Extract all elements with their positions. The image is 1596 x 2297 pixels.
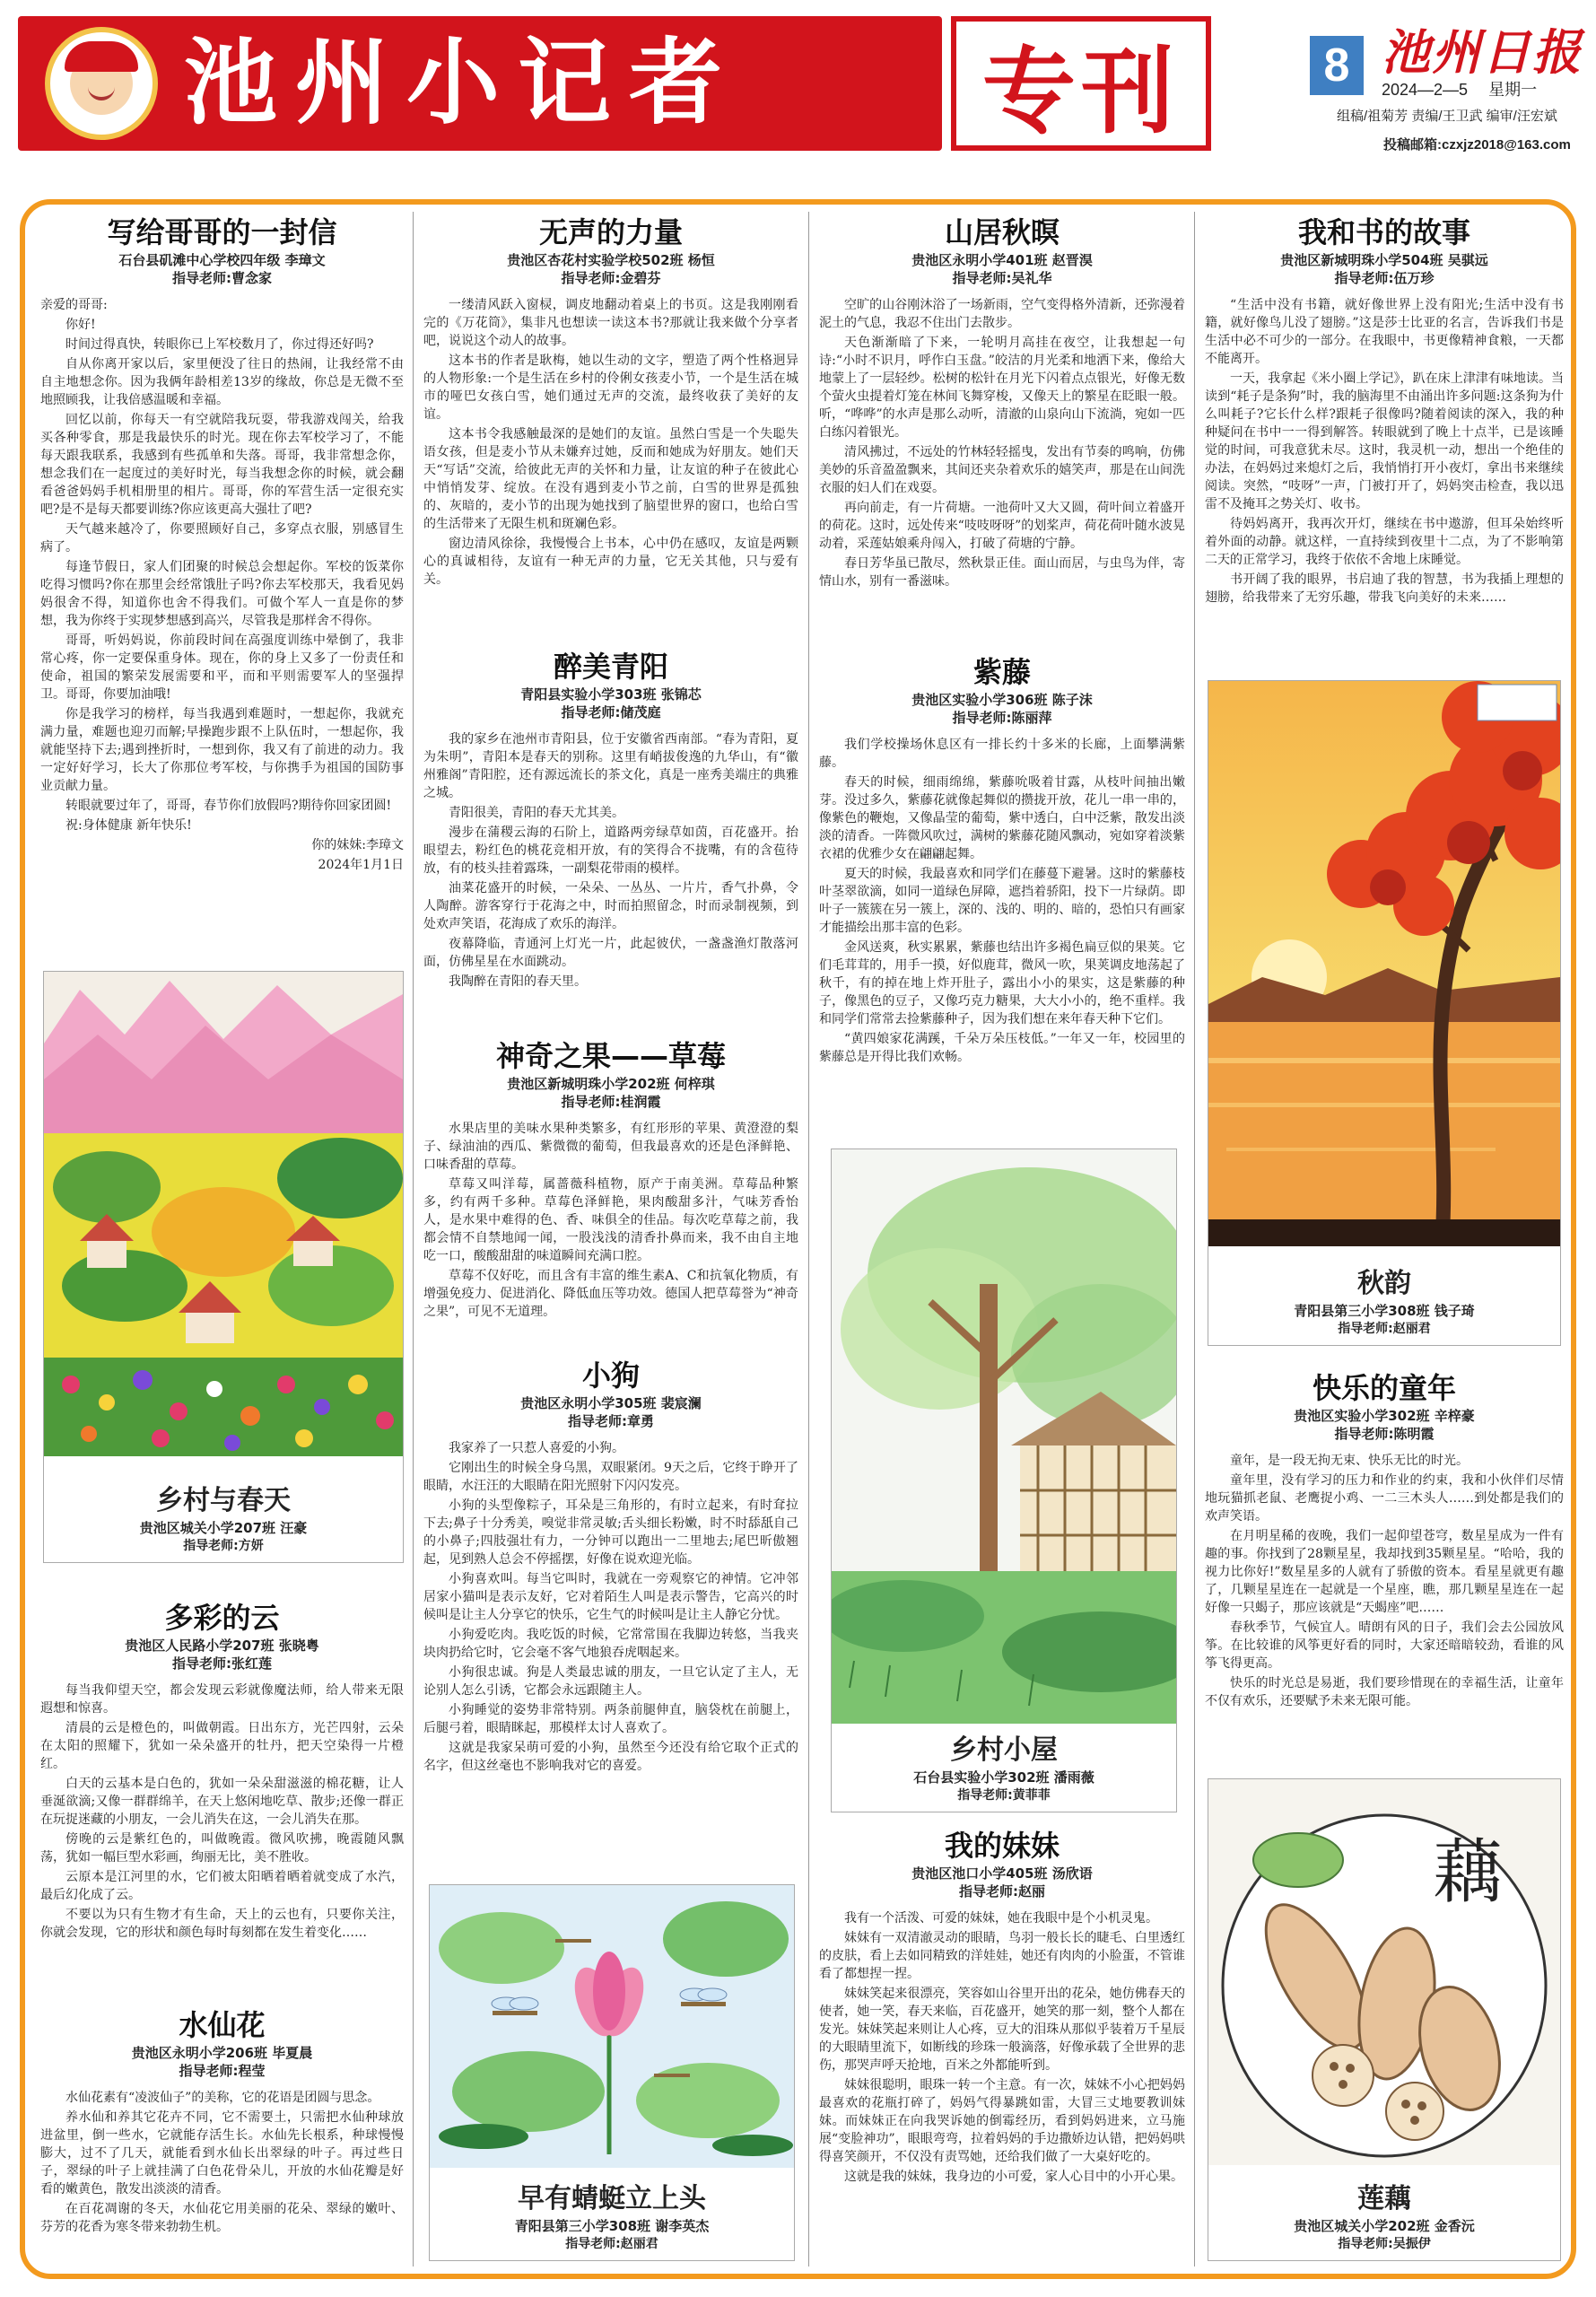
article-author: 贵池区实验小学302班 辛梓豪: [1294, 1408, 1475, 1424]
article-teacher: 指导老师:桂润霞: [561, 1094, 661, 1110]
article-body: [423, 1120, 798, 1321]
paragraph: 云原本是江河里的水，它们被太阳晒着晒着就变成了水汽，最后幻化成了云。: [40, 1870, 404, 1902]
article-wisteria: [819, 653, 1185, 1138]
artwork-author: 青阳县第三小学308班 谢李英杰: [514, 2218, 710, 2234]
artwork-teacher: 指导老师:黄菲菲: [957, 1788, 1051, 1803]
article-body: [423, 730, 798, 991]
paragraph: 一天，我拿起《米小圈上学记》，趴在床上津津有味地读。当读到“耗子是条狗”时，我的脑海里不由涌出许多问题:这条狗为什么叫耗子?它长什么样?跟耗子很像吗?随着阅读的深入，我的种种疑问在书中一一得到解答。转眼就到了晚上十点半，已是该睡觉的时间，可我意犹未尽。这时，我灵机一动，想出一个绝佳的办法，在妈妈过来熄灯之后，我悄悄打开小夜灯，拿出书来继续阅读。突然，“吱呀”一声，门被打开了，妈妈突击检查，我以迅雷不及掩耳之势关灯、收书。: [1205, 371, 1564, 511]
paragraph: 我们学校操场休息区有一排长约十多米的长廊，上面攀满紫藤。: [819, 738, 1185, 770]
painting-village-hut-icon: [832, 1149, 1176, 1724]
artwork-painting-lotus-root: [1208, 1779, 1560, 2165]
paragraph: 草莓不仅好吃，而且含有丰富的维生素A、C和抗氧化物质，有增强免疫力、促进消化、降低血压等功效。德国人把草莓誉为“神奇之果”，可见不无道理。: [423, 1269, 798, 1319]
article-puppy: [423, 1357, 798, 1877]
artwork-card: [831, 1148, 1177, 1812]
special-issue-label: 专刊: [981, 37, 1180, 146]
special-issue-box: [951, 16, 1211, 151]
paragraph: 待妈妈离开，我再次开灯，继续在书中遨游，但耳朵始终听着外面的动静。就这样，一直持续到夜里十二点，为了不影响第二天的正常学习，我终于依依不舍地上床睡觉。: [1205, 517, 1564, 567]
artwork-caption: [44, 1483, 403, 1555]
artwork-caption: [430, 2181, 794, 2253]
article-author: 贵池区人民路小学207班 张晓粤: [125, 1638, 319, 1654]
issue-weekday: 星期一: [1488, 81, 1538, 99]
paragraph: 我陶醉在青阳的春天里。: [449, 974, 587, 989]
paragraph: 清风拂过，不远处的竹林轻轻摇曳，发出有节奏的鸣响，仿佛美妙的乐音盈盈飘来，其间还夹杂着欢乐的嬉笑声，那是在山间洗衣服的妇人们在戏耍。: [819, 445, 1185, 495]
paragraph: 一缕清风跃入窗棂，调皮地翻动着桌上的书页。这是我刚刚看完的《万花筒》，集非凡也想读一读这本书?那就让我来做个分享者吧，说说这个动人的故事。: [423, 298, 798, 348]
paragraph: 我家养了一只惹人喜爱的小狗。: [449, 1441, 624, 1455]
letter-signature: 你的妹妹:李璋文: [311, 838, 404, 852]
article-mountain-autumn: [819, 214, 1185, 648]
paragraph: 天气越来越冷了，你要照顾好自己，多穿点衣服，别感冒生病了。: [40, 522, 404, 555]
article-title: 无声的力量: [538, 215, 683, 249]
page-number-badge: 8: [1310, 36, 1364, 95]
painting-village-spring-icon: [44, 972, 403, 1456]
paragraph: 春秋季节，气候宜人。晴朗有风的日子，我们会去公园放风筝。在比较谁的风筝更好看的同时，大家还暗暗较劲，看谁的风筝飞得更高。: [1205, 1620, 1564, 1671]
paragraph: 春天的时候，细雨绵绵，紫藤吮吸着甘露，从枝叶间抽出嫩芽。没过多久，紫藤花就像起舞似的攒拢开放，花儿一串一串的，像紫色的鞭炮，又像晶莹的葡萄，紫中透白，白中泛紫，散发出淡淡的清香。一阵微风吹过，满树的紫藤花随风飘动，宛如穿着淡紫衣裙的优雅少女在翩翩起舞。: [819, 775, 1185, 861]
article-teacher: 指导老师:陈丽萍: [952, 710, 1052, 726]
article-teacher: 指导老师:吴礼华: [952, 270, 1052, 286]
painting-dragonfly-lotus-icon: [430, 1885, 794, 2168]
article-body: [1205, 296, 1564, 607]
article-title: 小狗: [581, 1358, 640, 1393]
article-author: 贵池区永明小学206班 毕夏晨: [131, 2045, 313, 2061]
article-author: 贵池区杏花村实验学校502班 杨恒: [507, 252, 715, 268]
article-body: [40, 1681, 404, 1942]
paragraph: 这就是我家呆萌可爱的小狗，虽然至今还没有给它取个正式的名字，但这丝毫也不影响我对它的喜爱。: [423, 1741, 798, 1773]
paragraph: 每当我仰望天空，都会发现云彩就像魔法师，给人带来无限遐想和惊喜。: [40, 1683, 404, 1716]
paragraph: 草莓又叫洋莓，属蔷薇科植物，原产于南美洲。草莓品种繁多，约有两千多种。草莓色泽鲜艳，果肉酸甜多汁，气味芳香怡人，是水果中难得的色、香、味俱全的佳品。每次吃草莓之前，我都会情不自禁地闻一闻，一股浅浅的清香扑鼻而来，我不由自主地吃一口，酸酸甜甜的味道瞬间充满口腔。: [423, 1177, 798, 1263]
artwork-caption: [1208, 1266, 1560, 1338]
paragraph: 空旷的山谷刚沐浴了一场新雨，空气变得格外清新，还弥漫着泥土的气息，我忍不住出门去散步。: [819, 298, 1185, 330]
article-beautiful-qingyang: [423, 648, 798, 1034]
article-author: 贵池区永明小学305班 裴宸澜: [520, 1395, 702, 1411]
article-strawberry: [423, 1037, 798, 1351]
paragraph: 书开阔了我的眼界，书启迪了我的智慧，书为我插上理想的翅膀，给我带来了无穷乐趣，带我飞向美好的未来……: [1205, 572, 1564, 605]
artwork-author: 贵池区城关小学202班 金香沅: [1294, 2218, 1475, 2234]
article-title: 醉美青阳: [553, 650, 668, 684]
article-body: [819, 1909, 1185, 2186]
article-teacher: 指导老师:陈明霞: [1334, 1426, 1435, 1442]
paragraph: 傍晚的云是紫红色的，叫做晚霞。微风吹拂，晚霞随风飘荡，犹如一幅巨型水彩画，绚丽无比，美不胜收。: [40, 1832, 404, 1865]
article-title: 我的妹妹: [944, 1829, 1060, 1863]
article-author: 贵池区实验小学306班 陈子沫: [911, 692, 1093, 708]
article-title: 写给哥哥的一封信: [107, 215, 337, 249]
article-author: 贵池区新城明珠小学504班 吴骐远: [1280, 252, 1488, 268]
article-teacher: 指导老师:赵丽: [959, 1883, 1045, 1900]
article-title: 山居秋暝: [944, 215, 1060, 249]
article-author: 贵池区池口小学405班 汤欣语: [911, 1865, 1093, 1882]
paragraph: 青阳很美，青阳的春天尤其美。: [449, 806, 624, 820]
article-body: [40, 2089, 404, 2236]
paragraph: 天色渐渐暗了下来，一轮明月高挂在夜空，让我想起一句诗:“小时不识月，呼作白玉盘。”皎洁的月光柔和地洒下来，像给大地蒙上了一层轻纱。松树的松针在月光下闪着点点银光，好像无数个萤火虫提着灯笼在林间飞舞穿梭，又像天上的繁星在眨眼一般。听，“哗哗”的水声是那么动听，清澈的山泉向山下流淌，宛如一匹白练闪着银光。: [819, 336, 1185, 440]
article-teacher: 指导老师:伍万珍: [1334, 270, 1435, 286]
artwork-teacher: 指导老师:赵丽君: [565, 2237, 658, 2251]
article-author: 青阳县实验小学303班 张锦芯: [520, 686, 702, 703]
article-title: 快乐的童年: [1312, 1371, 1456, 1405]
article-happy-childhood: [1205, 1369, 1564, 1782]
artwork-card: [43, 971, 404, 1563]
article-author: 贵池区新城明珠小学202班 何梓琪: [507, 1076, 715, 1092]
paragraph: 不要以为只有生物才有生命，天上的云也有，只要你关注，你就会发现，它的形状和颜色每时每刻都在发生着变化……: [40, 1908, 404, 1940]
paragraph: 这就是我的妹妹，我身边的小可爱，家人心目中的小开心果。: [844, 2170, 1183, 2184]
article-title: 神奇之果——草莓: [495, 1039, 726, 1073]
paragraph: 我的家乡在池州市青阳县，位于安徽省西南部。“春为青阳，夏为朱明”，青阳本是春天的别称。这里有峭拔俊逸的九华山，有“徽州雅阁”青阳腔，还有源远流长的茶文化，真是一座秀美端庄的典雅之城。: [423, 732, 798, 800]
article-title: 多彩的云: [164, 1601, 280, 1635]
paragraph: 夜幕降临，青通河上灯光一片，此起彼伏，一盏盏渔灯散落河面，仿佛星星在水面跳动。: [423, 937, 798, 969]
editors-line: 组稿/祖菊芳 责编/王卫武 编审/汪宏斌: [1337, 109, 1557, 124]
artwork-title: 早有蜻蜓立上头: [518, 2183, 706, 2214]
paragraph: 水仙花素有“凌波仙子”的美称，它的花语是团圆与思念。: [65, 2091, 380, 2105]
paragraph: 再向前走，有一片荷塘。一池荷叶又大又圆，荷叶间立着盛开的荷花。这时，远处传来“吱吱呀呀”的划桨声，荷花荷叶随水波晃动着，采莲姑娘乘舟闯入，打破了荷塘的宁静。: [819, 501, 1185, 551]
paragraph: 小狗的头型像粽子，耳朵是三角形的，有时立起来，有时耷拉下去;鼻子十分秀美，嗅觉非常灵敏;舌头细长粉嫩，时不时舔舐自己的小鼻子;四肢强壮有力，一分钟可以跑出一二里地去;尾巴昕傲翘起，见到熟人总会不停摇摆，好像在说欢迎光临。: [423, 1498, 798, 1567]
article-title: 水仙花: [179, 2008, 266, 2042]
issue-date: 2024—2—5: [1382, 81, 1469, 99]
article-title: 紫藤: [972, 655, 1031, 689]
paragraph: 这本书的作者是耿梅，她以生动的文字，塑造了两个性格迥异的人物形象:一个是生活在乡村的伶俐女孩麦小节，一个是生活在城市的哑巴女孩白雪，她们通过无声的交流，最终收获了美好的友谊。: [423, 354, 798, 422]
paragraph: 这本书令我感触最深的是她们的友谊。虽然白雪是一个失聪失语女孩，但是麦小节从未嫌弃过她，反而和她成为好朋友。她们天天“写话”交流，给彼此无声的关怀和力量，让友谊的种子在彼此心中悄悄发芽、绽放。在没有遇到麦小节之前，白雪的世界是孤独的、灰暗的，麦小节的出现为她找到了脑望世界的窗口，也给白雪的生活带来了无限生机和斑斓色彩。: [423, 427, 798, 531]
article-teacher: 指导老师:程莹: [179, 2063, 266, 2079]
artwork-teacher: 指导老师:吴振伊: [1338, 2237, 1431, 2251]
artwork-teacher: 指导老师:赵丽君: [1338, 1322, 1431, 1336]
letter-date: 2024年1月1日: [318, 858, 404, 872]
paragraph: 水果店里的美味水果种类繁多，有红形形的苹果、黄澄澄的梨子、绿油油的西瓜、紫微微的葡萄，但我最喜欢的还是色泽鲜艳、口味香甜的草莓。: [423, 1122, 798, 1172]
column-title: 池州小记者: [184, 27, 741, 137]
paragraph: 回忆以前，你每天一有空就陪我玩耍，带我游戏闯关，给我买各种零食，那是我最快乐的时光。现在你去军校学习了，不能每天跟我联系，我感到有些孤单和失落。哥哥，我非常想念你，想念我们在一起度过的美好时光，每当我想念你的时候，就会翻看爸爸妈妈手机相册里的相片。哥哥，你的军营生活一定很充实吧?是不是每天都要训练?你应该更高大强壮了吧?: [40, 413, 404, 517]
paragraph: 在月明星稀的夜晚，我们一起仰望苍穹，数星星成为一件有趣的事。你找到了28颗星星，我却找到35颗星星。“哈哈，我的视力比你好!”数星星多的人就有了骄傲的资本。看星星就更有趣了，几颗星星连在一起就是一个星座，瞧，那几颗星星连在一起好像一只蝎子，那应该就是“天蝎座”吧……: [1205, 1529, 1564, 1615]
paragraph: 每逢节假日，家人们团聚的时候总会想起你。军校的饭菜你吃得习惯吗?你在那里会经常饿肚子吗?你去军校那天，我看见妈妈很舍不得，知道你也舍不得我们。可做个军人一直是你的梦想，我为你终于实现梦想感到高兴，尽管我是那样舍不得你。: [40, 560, 404, 628]
paragraph: “生活中没有书籍，就好像世界上没有阳光;生活中没有书籍，就好像鸟儿没了翅膀。”这是莎士比亚的名言，告诉我们书是生活中必不可少的一部分。在我眼中，书更像精神食粮，一天都不能离开。: [1205, 298, 1564, 366]
article-author: 石台县矶滩中心学校四年级 李璋文: [118, 252, 326, 268]
paragraph: 窗边清风徐徐，我慢慢合上书本，心中仍在感叹，友谊是两颗心的真诚相待，友谊有一种无声的力量，它无关其他，只与爱有关。: [423, 537, 798, 587]
article-body: [819, 296, 1185, 590]
paragraph: 妹妹很聪明，眼珠一转一个主意。有一次，妹妹不小心把妈妈最喜欢的花瓶打碎了，妈妈气得暴跳如雷，大冒三丈地要教训妹妹。而妹妹正在向我哭诉她的倒霉经历，看到妈妈进来，立马施展“变脸神功”，眼眼弯弯，拉着妈妈的手边撒娇边认错，把妈妈哄得喜笑颜开，不仅没有责骂她，还给我们做了一大桌好吃的。: [819, 2078, 1185, 2164]
article-teacher: 指导老师:曹念家: [172, 270, 272, 286]
paragraph: 自从你离开家以后，家里便没了往日的热闹，让我经常不由自主地想念你。因为我俩年龄相差13岁的缘故，你总是无微不至地照顾我，让我倍感温暖和幸福。: [40, 357, 404, 407]
paragraph: 哥哥，听妈妈说，你前段时间在高强度训练中晕倒了，我非常心疼，你一定要保重身体。现在，你的身上又多了一份责任和使命，祖国的繁荣发展需要和平，而和平则需要军人的坚强捍卫。哥哥，你要加油哦!: [40, 633, 404, 702]
paragraph: 童年里，没有学习的压力和作业的约束，我和小伙伴们尽情地玩猫抓老鼠、老鹰捉小鸡、一二三木头人……到处都是我们的欢声笑语。: [1205, 1473, 1564, 1524]
paragraph: 夏天的时候，我最喜欢和同学们在藤蔓下避暑。这时的紫藤枝叶茎翠欲滴，如同一道绿色屏障，遮挡着骄阳，投下一片绿荫。即叶子一簇簇在另一簇上，深的、浅的、明的、暗的，恐怕只有画家才能描绘出那丰富的色彩。: [819, 867, 1185, 935]
painting-lotus-root-icon: [1208, 1779, 1560, 2165]
paragraph: 小狗睡觉的姿势非常特别。两条前腿伸直，脑袋枕在前腿上，后腿弓着，眼睛眯起，那模样太讨人喜欢了。: [423, 1703, 798, 1735]
artwork-caption: [832, 1733, 1176, 1804]
artwork-painting-village-spring: [44, 972, 403, 1456]
column-divider: [808, 212, 809, 2266]
newspaper-logo: 池州日报: [1382, 23, 1583, 81]
paragraph: 你是我学习的榜样，每当我遇到难题时，一想起你，我就充满力量，难题也迎刃而解;早操跑步跟不上队伍时，一想起你，我就能坚持下去;遇到挫折时，一想到你，我又有了前进的动力。我一定好好学习，长大了你那位考军校，与你携手为祖国的国防事业贡献力量。: [40, 707, 404, 793]
artwork-card: [1208, 680, 1561, 1346]
article-body: [423, 1439, 798, 1775]
paragraph: 小狗爱吃肉。我吃饭的时候，它常常围在我脚边转悠，当我夹块肉扔给它时，它会毫不客气地狼吞虎咽起来。: [423, 1628, 798, 1660]
article-colorful-clouds: [40, 1599, 404, 1994]
paragraph: 转眼就要过年了，哥哥，春节你们放假吗?期待你回家团圆!: [65, 799, 392, 813]
painting-autumn-sunset-icon: [1208, 681, 1560, 1246]
artwork-author: 石台县实验小学302班 潘雨薇: [913, 1769, 1095, 1786]
article-body: [1205, 1452, 1564, 1710]
paragraph: 时间过得真快，转眼你已上军校数月了，你过得还好吗?: [65, 337, 374, 352]
article-body: [819, 736, 1185, 1066]
artwork-title: 乡村与春天: [156, 1485, 291, 1516]
article-author: 贵池区永明小学401班 赵晋淏: [911, 252, 1093, 268]
paragraph: 快乐的时光总是易逝，我们要珍惜现在的幸福生活，让童年不仅有欢乐，还要赋予未来无限可能。: [1205, 1676, 1564, 1708]
paragraph: 金风送爽，秋实累累，紫藤也结出许多褐色扁豆似的果荚。它们毛茸茸的，用手一摸，好似鹿茸，微风一吹，果荚调皮地荡起了秋千，有的掉在地上炸开肚子，露出小小的果实，这是紫藤的种子，像黑色的豆子，又像巧克力糖果，大大小小的，绝不重样。我和同学们常常去捡紫藤种子，因为我们想在来年春天种下它们。: [819, 940, 1185, 1026]
submission-email: 投稿邮箱:czxjz2018@163.com: [1383, 137, 1571, 153]
article-silent-power: [423, 214, 798, 644]
artwork-title: 秋韵: [1357, 1268, 1411, 1299]
paragraph: 小狗喜欢叫。每当它叫时，我就在一旁观察它的神情。它冲邻居家小猫叫是表示友好，它对着陌生人叫是表示警告，它高兴的时候叫是让主人分享它的快乐，它生气的时候叫是让主人静它分忧。: [423, 1572, 798, 1622]
paragraph: 漫步在蒲稷云海的石阶上，道路两旁绿草如茵，百花盛开。抬眼望去，粉红色的桃花竞相开放，有的笑得合不拢嘴，有的含苞待放，有的枝头挂着露珠，一副梨花带雨的模样。: [423, 825, 798, 876]
article-teacher: 指导老师:金碧芬: [561, 270, 661, 286]
paragraph: 在百花凋谢的冬天，水仙花它用美丽的花朵、翠绿的嫩叶、芬芳的花香为寒冬带来勃勃生机。: [40, 2202, 404, 2234]
artwork-author: 贵池区城关小学207班 汪豪: [139, 1520, 308, 1536]
artwork-caption: [1208, 2181, 1560, 2253]
paragraph: 养水仙和养其它花卉不同，它不需要土，只需把水仙种球放进盆里，倒一些水，它就能存活生长。水仙先长根系，种球慢慢膨大，过不了几天，就能看到水仙长出翠绿的叶子。再过些日子，翠绿的叶子上就挂满了白色花骨朵儿，开放的水仙花瓣是好看的嫩黄色，散发出淡淡的清香。: [40, 2110, 404, 2197]
article-teacher: 指导老师:储茂庭: [561, 704, 661, 721]
article-me-and-books: [1205, 214, 1564, 671]
artwork-teacher: 指导老师:方妍: [183, 1539, 264, 1553]
masthead-banner: [18, 16, 942, 151]
article-letter-to-brother: [40, 214, 404, 967]
article-my-sister: [819, 1827, 1185, 2266]
paragraph: 春日芳华虽已散尽，然秋景正佳。面山而居，与虫鸟为伴，寄情山水，别有一番滋味。: [819, 556, 1185, 589]
paragraph: 妹妹笑起来很漂亮，笑容如山谷里开出的花朵，她仿佛春天的使者，她一笑，春天来临，百花盛开，她笑的那一刻，整个人都在发光。妹妹笑起来则让人心疼，豆大的泪珠从那似乎装着万千星辰的大眼睛里流下，如断线的珍珠一般滴落，好像承载了全世界的悲伤，那哭声呼天抢地，百米之外都能听到。: [819, 1987, 1185, 2073]
artwork-author: 青阳县第三小学308班 钱子琦: [1294, 1303, 1475, 1319]
artwork-painting-village-hut: [832, 1149, 1176, 1724]
artwork-title: 莲藕: [1357, 2183, 1411, 2214]
article-body: [40, 296, 404, 874]
artwork-painting-autumn: [1208, 681, 1560, 1246]
article-title: 我和书的故事: [1297, 215, 1470, 249]
paragraph: 小狗很忠诚。狗是人类最忠诚的朋友，一旦它认定了主人，无论别人怎么引诱，它都会永远跟随主人。: [423, 1665, 798, 1698]
paragraph: 油菜花盛开的时候，一朵朵、一丛丛、一片片，香气扑鼻，令人陶醉。游客穿行于花海之中，时而拍照留念，时而录制视频，到处欢声笑语，花海成了欢乐的海洋。: [423, 881, 798, 931]
issue-date-line: [1382, 77, 1553, 100]
paragraph: 童年，是一段无拘无束、快乐无比的时光。: [1230, 1454, 1469, 1468]
artwork-painting-dragonfly: [430, 1885, 794, 2168]
paragraph: 它刚出生的时候全身乌黑，双眼紧闭。9天之后，它终于睁开了眼睛，水汪汪的大眼睛在阳光照射下闪闪发亮。: [423, 1461, 798, 1493]
article-teacher: 指导老师:张红莲: [172, 1655, 272, 1672]
paragraph: “黄四娘家花满蹊，千朵万朵压枝低。”一年又一年，校园里的紫藤总是开得比我们欢畅。: [819, 1032, 1185, 1064]
painting-lettering: 藕: [1433, 1832, 1504, 1913]
mascot-logo-icon: [45, 27, 158, 140]
paragraph: 你好!: [65, 318, 96, 332]
column-divider: [413, 212, 414, 2266]
paragraph: 清晨的云是橙色的，叫做朝霞。日出东方，光芒四射，云朵在太阳的照耀下，犹如一朵朵盛开的牡丹，把天空染得一片橙红。: [40, 1721, 404, 1771]
column-divider: [1194, 212, 1195, 2266]
artwork-card: [1208, 1778, 1561, 2261]
article-teacher: 指导老师:章勇: [568, 1413, 654, 1429]
paragraph: 妹妹有一双清澈灵动的眼睛，鸟羽一般长长的睫毛、白里透红的皮肤，看上去如同精致的洋娃娃，她还有肉肉的小脸蛋，不管谁看了都想捏一捏。: [819, 1931, 1185, 1981]
artwork-card: [429, 1884, 795, 2261]
paragraph: 我有一个活泼、可爱的妹妹，她在我眼中是个小机灵鬼。: [844, 1911, 1158, 1926]
paragraph: 祝:身体健康 新年快乐!: [65, 818, 192, 833]
paragraph: 白天的云基本是白色的，犹如一朵朵甜滋滋的棉花糖，让人垂涎欲滴;又像一群群绵羊，在天上悠闲地吃草、散步;还像一群正在玩捉迷藏的小朋友，一会儿消失在这，一会儿消失在那。: [40, 1777, 404, 1827]
article-narcissus: [40, 2006, 404, 2266]
paragraph: 亲爱的哥哥:: [40, 298, 108, 312]
artwork-title: 乡村小屋: [950, 1734, 1058, 1766]
article-body: [423, 296, 798, 589]
